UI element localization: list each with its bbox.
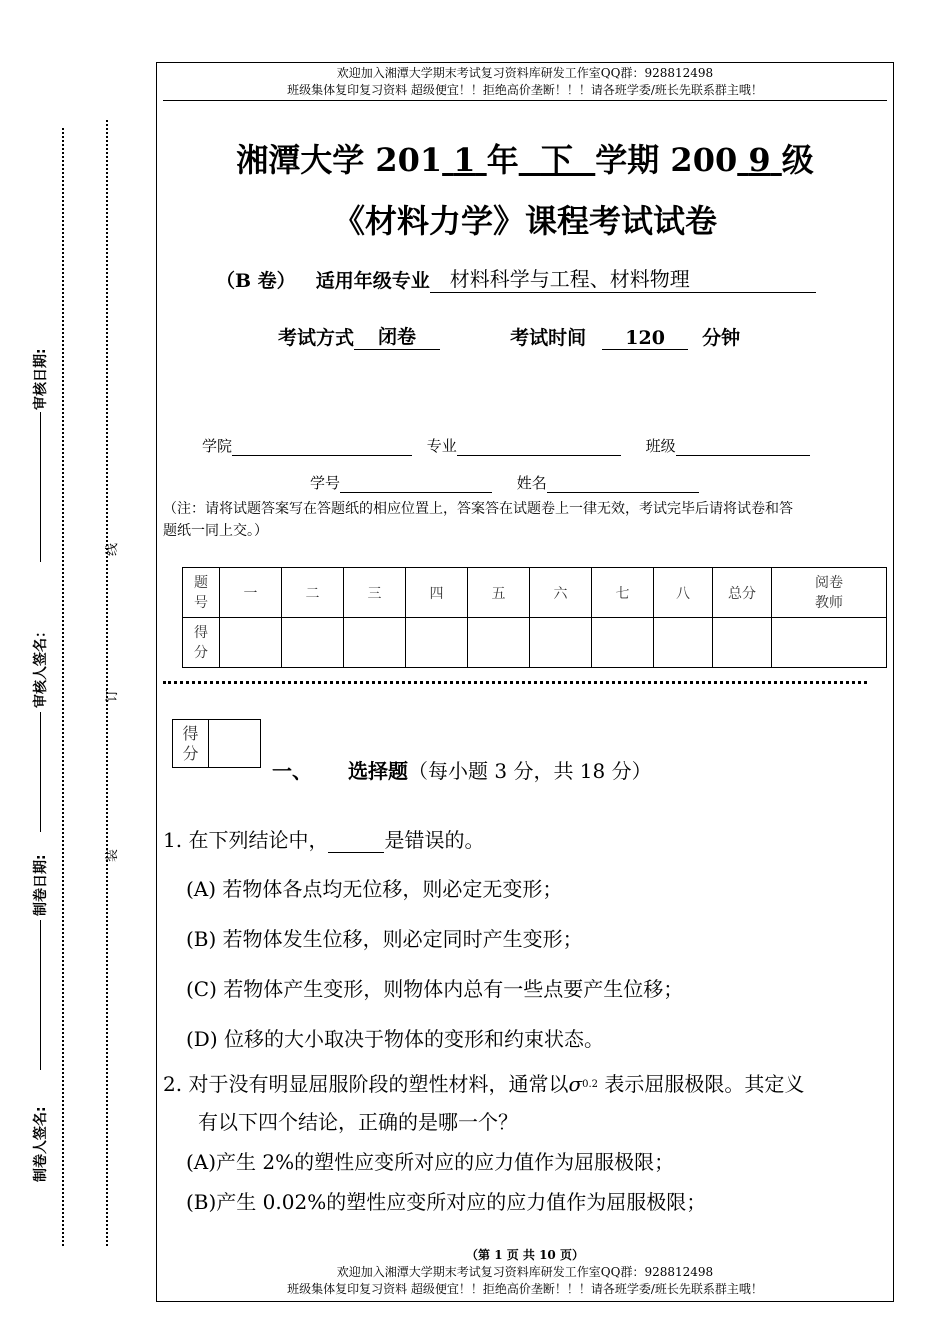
binding-char-bind: 装: [105, 848, 121, 863]
dotted-separator: [163, 681, 867, 684]
col-7: 七: [592, 568, 654, 618]
major-field[interactable]: [457, 455, 621, 456]
score-cell[interactable]: [468, 618, 530, 668]
binding-dotted-line-inner: [106, 120, 108, 1246]
student-info-row-1: 学院 专业 班级: [202, 435, 810, 456]
col-6: 六: [530, 568, 592, 618]
score-cell[interactable]: [220, 618, 282, 668]
col-3: 三: [344, 568, 406, 618]
col-8: 八: [654, 568, 713, 618]
col-5: 五: [468, 568, 530, 618]
exam-note: （注：请将试题答案写在答题纸的相应位置上，答案答在试题卷上一律无效，考试完毕后请将试卷和答 题纸一同上交。）: [163, 501, 793, 539]
reviewer-date-label: 审核日期:: [33, 348, 49, 410]
col-total: 总分: [713, 568, 772, 618]
reviewer-date-line: [40, 412, 41, 562]
maker-date-line: [40, 920, 41, 1070]
course-title: 《材料力学》课程考试试卷: [332, 202, 717, 240]
section-score-cell[interactable]: [209, 720, 261, 768]
col-1: 一: [220, 568, 282, 618]
paper-meta: （B 卷） 适用年级专业 材料科学与工程、材料物理: [216, 263, 816, 293]
score-cell[interactable]: [344, 618, 406, 668]
binding-char-order: 订: [105, 688, 121, 703]
section-1-heading: 一、 选择题（每小题 3 分，共 18 分）: [272, 759, 652, 783]
sigma-symbol: σ: [568, 1072, 583, 1096]
exam-title: 湘潭大学 201 1 年 下 学期 200 9 级: [236, 141, 814, 179]
class-field[interactable]: [676, 455, 810, 456]
page-number: （第 1 页 共 10 页）: [466, 1248, 584, 1262]
college-field[interactable]: [232, 455, 412, 456]
student-id-field[interactable]: [340, 492, 492, 493]
question-1-option-c: (C) 若物体产生变形，则物体内总有一些点要产生位移；: [186, 977, 684, 1001]
score-table-score-row: [183, 618, 887, 668]
score-cell[interactable]: [713, 618, 772, 668]
question-1-blank: [328, 826, 384, 853]
maker-date-label: 制卷日期:: [33, 854, 49, 916]
score-cell[interactable]: [282, 618, 344, 668]
question-1-stem: 1. 在下列结论中， 是错误的。: [163, 828, 485, 852]
question-1-option-a: (A) 若物体各点均无位移，则必定无变形；: [186, 877, 563, 901]
footer-line-1: 欢迎加入湘潭大学期末考试复习资料库研发工作室QQ群：928812498: [336, 1265, 714, 1279]
col-reviewer: 阅卷 教师: [772, 568, 887, 618]
score-cell[interactable]: [654, 618, 713, 668]
reviewer-sign-label: 审核人签名：: [33, 624, 49, 708]
question-2-stem: 2. 对于没有明显屈服阶段的塑性材料，通常以$\sigma^{0.2}$ 表示屈服极限。其定义: [163, 1072, 805, 1096]
header-rule: [163, 100, 887, 101]
score-cell[interactable]: [406, 618, 468, 668]
question-2-stem-line-2: 有以下四个结论，正确的是哪一个？: [198, 1110, 518, 1134]
binding-dotted-line-outer: [62, 128, 64, 1246]
question-1-option-d: (D) 位移的大小取决于物体的变形和约束状态。: [186, 1027, 604, 1051]
exam-mode-time: 考试方式 闭卷 考试时间 120 分钟: [278, 322, 740, 350]
score-cell[interactable]: [772, 618, 887, 668]
header-line-1: 欢迎加入湘潭大学期末考试复习资料库研发工作室QQ群：928812498: [336, 66, 714, 80]
question-1-option-b: (B) 若物体发生位移，则必定同时产生变形；: [186, 927, 583, 951]
col-2: 二: [282, 568, 344, 618]
question-2-option-a: (A)产生 2%的塑性应变所对应的应力值作为屈服极限；: [186, 1150, 675, 1174]
student-info-row-2: 学号 姓名: [310, 472, 699, 493]
section-score-box: 得 分: [172, 719, 261, 768]
header-line-2: 班级集体复印复习资料 超级便宜！！拒绝高价垄断！！！请各班学委/班长先联系群主哦！: [287, 83, 763, 97]
row-label-score: 得 分: [183, 618, 220, 668]
reviewer-sign-line: [40, 712, 41, 832]
col-4: 四: [406, 568, 468, 618]
row-label-question: 题 号: [183, 568, 220, 618]
maker-sign-label: 制卷人签名:: [33, 1106, 49, 1182]
binding-char-line: 线: [105, 542, 121, 557]
score-table-header-row: [183, 568, 887, 618]
question-2-option-b: (B)产生 0.02%的塑性应变所对应的应力值作为屈服极限；: [186, 1190, 707, 1214]
major-value: 材料科学与工程、材料物理: [430, 263, 816, 293]
score-cell[interactable]: [592, 618, 654, 668]
score-cell[interactable]: [530, 618, 592, 668]
score-table: [182, 567, 887, 668]
student-name-field[interactable]: [547, 492, 699, 493]
footer-line-2: 班级集体复印复习资料 超级便宜！！拒绝高价垄断！！！请各班学委/班长先联系群主哦！: [287, 1282, 763, 1296]
